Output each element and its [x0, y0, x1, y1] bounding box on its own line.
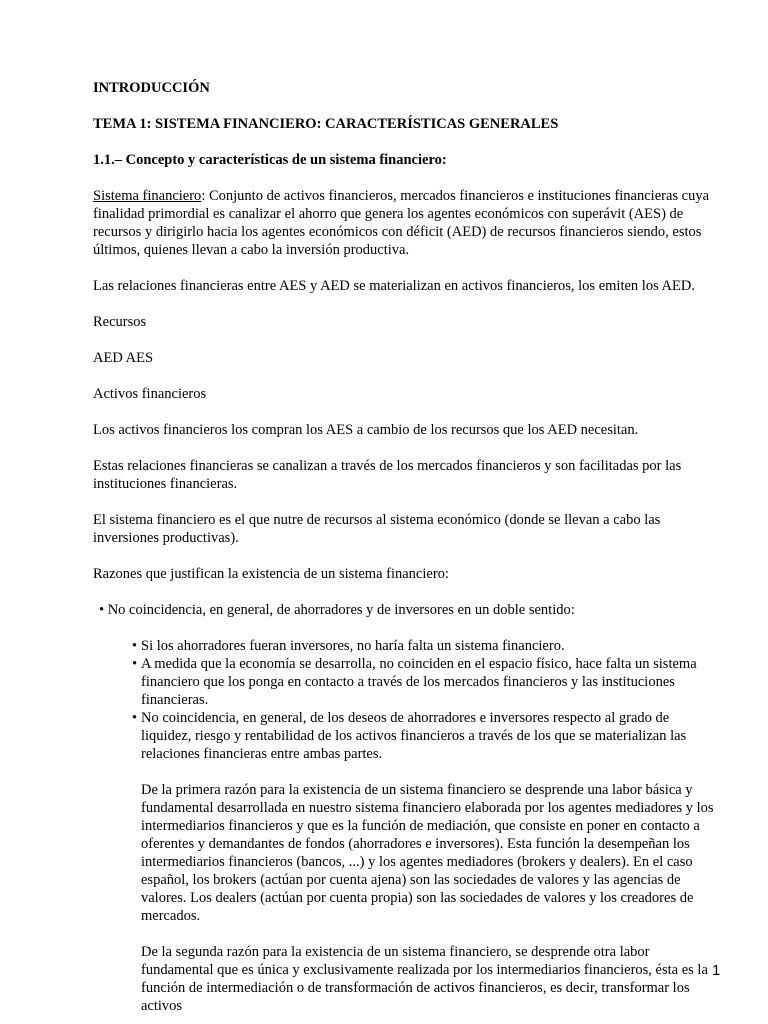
page-number: 1: [712, 962, 721, 979]
sub-bullet-item: [132, 655, 723, 709]
diagram-recursos: Recursos: [93, 314, 147, 330]
paragraph-primera-razon: De la primera razón para la existencia de un sistema financiero se desprende una labor básica y fundamental desarrollada en nuestro sistema financiero elaborada por los agentes mediadores y los intermediarios financieros y que es la función de mediación, que consiste en poner en contacto a oferentes y demandantes de fondos (ahorradores e inversores). Esta función la desempeñan los intermediarios financieros (bancos, ...) y los agentes mediadores (brokers y dealers). En el caso español, los brokers (actúan por cuenta ajena) son las sociedades de valores y las agencias de valores. Los dealers (actúan por cuenta propia) son las sociedades de valores y los creadores de mercados.: [141, 782, 714, 924]
bullet-dot: •: [132, 638, 138, 654]
sub-bullet-text: A medida que la economía se desarrolla, no coinciden en el espacio físico, hace falta un sistema financiero que los ponga en contacto a través de los mercados financieros y las instituciones financieras.: [141, 656, 697, 708]
bullet-main-text: No coincidencia, en general, de ahorradores y de inversores en un doble sentido:: [107, 602, 575, 618]
diagram-activos: Activos financieros: [93, 386, 207, 402]
sub-bullet-item: [132, 637, 723, 655]
sub-bullet-list: [93, 637, 723, 763]
sub-bullet-item: [132, 709, 723, 763]
paragraph-razones: Razones que justifican la existencia de un sistema financiero:: [93, 566, 449, 582]
bullet-main: [99, 601, 723, 619]
heading-tema: TEMA 1: SISTEMA FINANCIERO: CARACTERÍSTICAS GENERALES: [93, 116, 559, 132]
paragraph-compran: Los activos financieros los compran los AES a cambio de los recursos que los AED necesitan.: [93, 422, 639, 438]
sub-bullet-text: Si los ahorradores fueran inversores, no haría falta un sistema financiero.: [141, 638, 565, 654]
document-page: [93, 79, 723, 1015]
paragraph-canalizan: Estas relaciones financieras se canalizan a través de los mercados financieros y son facilitadas por las instituciones financieras.: [93, 458, 682, 492]
definition-term: Sistema financiero: [93, 188, 202, 204]
sub-bullet-text: No coincidencia, en general, de los deseos de ahorradores e inversores respecto al grado de liquidez, riesgo y rentabilidad de los activos financieros a través de los que se materializan las relaciones financieras entre ambas partes.: [141, 710, 687, 762]
heading-introduccion: INTRODUCCIÓN: [93, 80, 210, 96]
paragraph-relaciones: Las relaciones financieras entre AES y AED se materializan en activos financieros, los emiten los AED.: [93, 278, 695, 294]
definition-paragraph: [93, 187, 723, 259]
paragraph-segunda-razon: De la segunda razón para la existencia de un sistema financiero, se desprende otra labor fundamental que es única y exclusivamente realizada por los intermediarios financieros, ésta es la función de intermediación o de transformación de activos financieros, es decir, transformar los activos: [141, 944, 708, 1014]
paragraph-nutre: El sistema financiero es el que nutre de recursos al sistema económico (donde se llevan a cabo las inversiones productivas).: [93, 512, 661, 546]
heading-section: 1.1.– Concepto y características de un sistema financiero:: [93, 152, 447, 168]
bullet-dot: •: [99, 602, 105, 618]
definition-text: : Conjunto de activos financieros, mercados financieros e instituciones financieras cuya finalidad primordial es canalizar el ahorro que genera los agentes económicos con superávit (AES) de recursos y dirigirlo hacia los agentes económicos con déficit (AED) de recursos financieros siendo, estos últimos, quienes llevan a cabo la inversión productiva.: [93, 188, 710, 258]
bullet-dot: •: [132, 710, 138, 726]
diagram-aed-aes: AED AES: [93, 350, 154, 366]
bullet-dot: •: [132, 656, 138, 672]
